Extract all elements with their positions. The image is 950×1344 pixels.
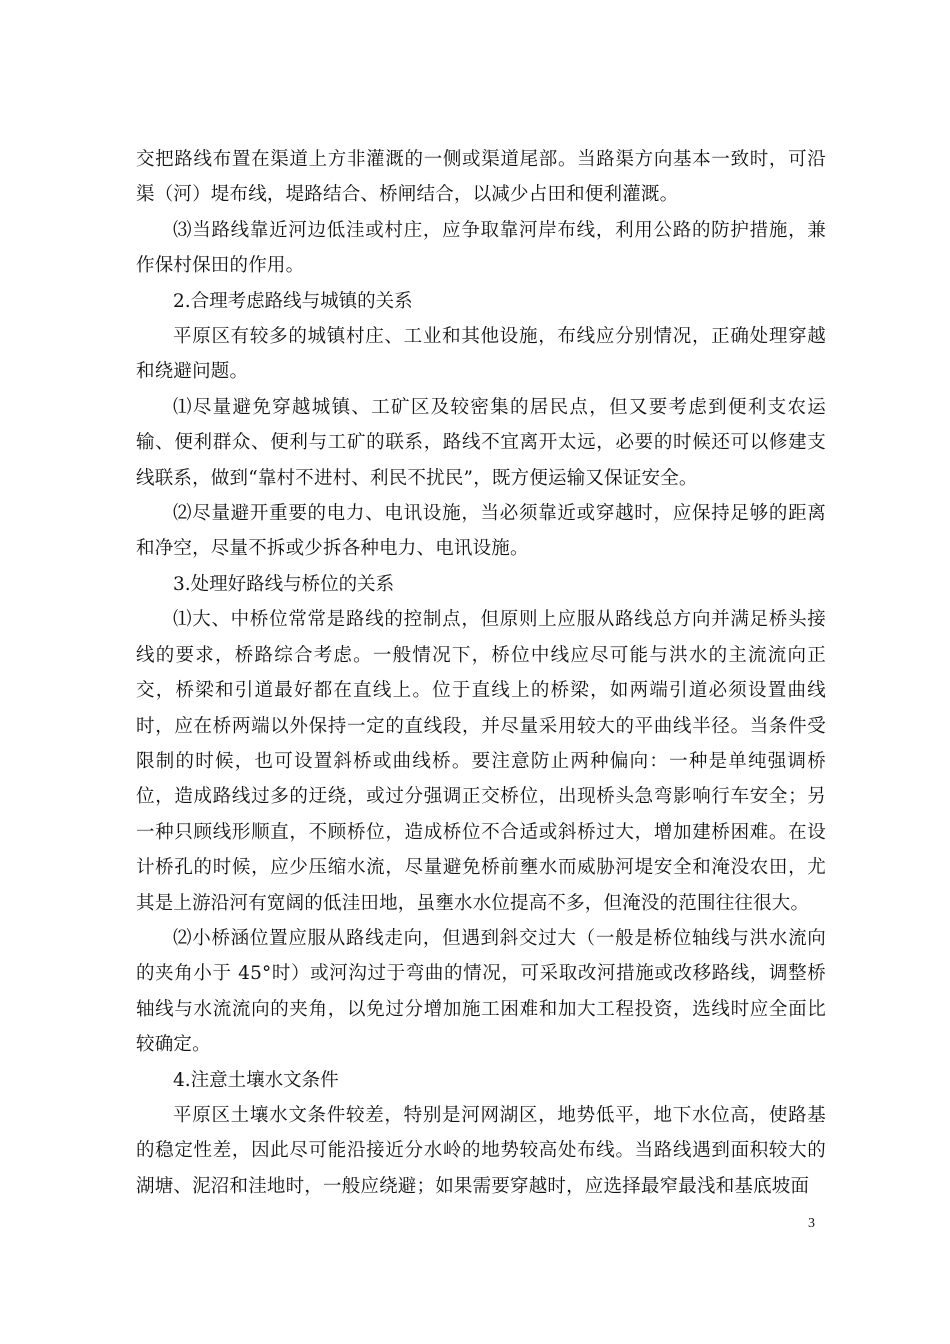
- page-number: 3: [808, 1216, 815, 1231]
- paragraph-1: 交把路线布置在渠道上方非灌溉的一侧或渠道尾部。当路渠方向基本一致时，可沿渠（河）堤布线，堤路结合、桥闸结合，以减少占田和便利灌溉。: [136, 149, 826, 206]
- paragraph-7: ⑵小桥涵位置应服从路线走向，但遇到斜交过大（一般是桥位轴线与洪水流向的夹角小于 45°时）或河沟过于弯曲的情况，可采取改河措施或改移路线，调整桥轴线与水流流向的夹角，以免过分增加施工困难和加大工程投资，选线时应全面比较确定。: [136, 927, 826, 1056]
- paragraph-6: ⑴大、中桥位常常是路线的控制点，但原则上应服从路线总方向并满足桥头接线的要求，桥路综合考虑。一般情况下，桥位中线应尽可能与洪水的主流流向正交，桥梁和引道最好都在直线上。位于直线上的桥梁，如两端引道必须设置曲线时，应在桥两端以外保持一定的直线段，并尽量采用较大的平曲线半径。当条件受限制的时候，也可设置斜桥或曲线桥。要注意防止两种偏向：一种是单纯强调桥位，造成路线过多的迂绕，或过分强调正交桥位，出现桥头急弯影响行车安全；另一种只顾线形顺直，不顾桥位，造成桥位不合适或斜桥过大，增加建桥困难。在设计桥孔的时候，应少压缩水流，尽量避免桥前壅水而威胁河堤安全和淹没农田，尤其是上游沿河有宽阔的低洼田地，虽壅水水位提高不多，但淹没的范围往往很大。: [136, 609, 826, 914]
- section-heading-3: 3.处理好路线与桥位的关系: [173, 573, 395, 595]
- paragraph-3: 平原区有较多的城镇村庄、工业和其他设施，布线应分别情况，正确处理穿越和绕避问题。: [136, 326, 826, 383]
- paragraph-2: ⑶当路线靠近河边低洼或村庄，应争取靠河岸布线，利用公路的防护措施，兼作保村保田的作用。: [136, 219, 826, 277]
- document-body: [136, 142, 826, 1204]
- paragraph-8: 平原区土壤水文条件较差，特别是河网湖区，地势低平，地下水位高，使路基的稳定性差，因此尽可能沿接近分水岭的地势较高处布线。当路线遇到面积较大的湖塘、泥沼和洼地时，一般应绕避；如果需要穿越时，应选择最窄最浅和基底坡面: [136, 1104, 826, 1197]
- paragraph-5: ⑵尽量避开重要的电力、电讯设施，当必须靠近或穿越时，应保持足够的距离和净空，尽量不拆或少拆各种电力、电讯设施。: [136, 503, 826, 560]
- section-heading-4: 4.注意土壤水文条件: [173, 1069, 339, 1091]
- section-heading-2: 2.合理考虑路线与城镇的关系: [173, 290, 413, 312]
- paragraph-4: ⑴尽量避免穿越城镇、工矿区及较密集的居民点，但又要考虑到便利支农运输、便利群众、便利与工矿的联系，路线不宜离开太远，必要的时候还可以修建支线联系，做到“靠村不进村、利民不扰民”，既方便运输又保证安全。: [136, 396, 826, 489]
